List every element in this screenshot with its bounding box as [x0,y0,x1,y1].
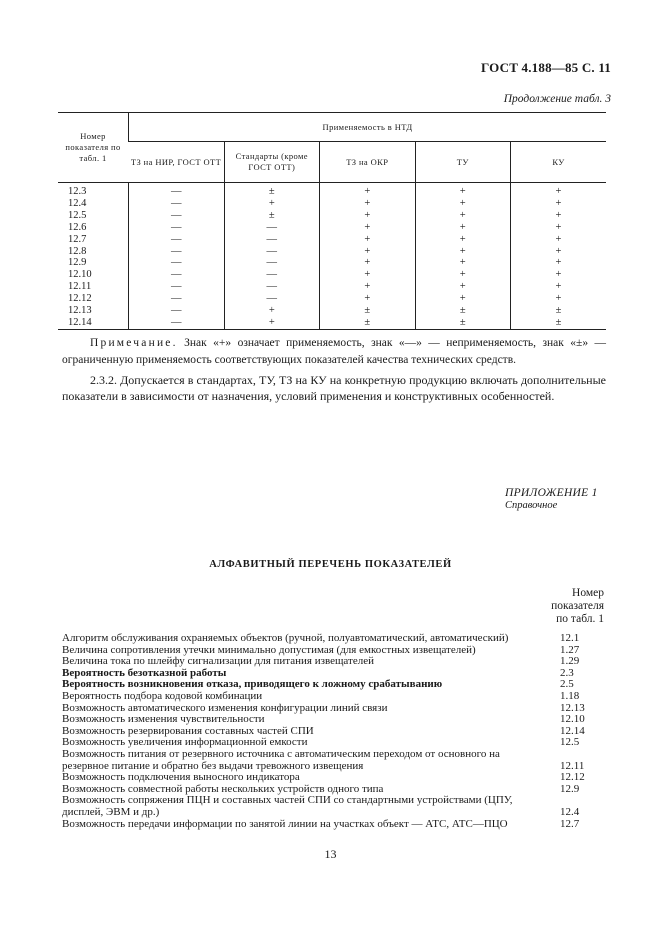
applicability-cell: ± [224,210,319,222]
applicability-cell: — [224,293,319,305]
table-row [58,222,606,234]
applicability-cell: — [224,281,319,293]
applicability-cell: — [129,210,224,222]
applicability-table [58,112,606,330]
list-item-number: 12.10 [560,713,585,726]
applicability-cell: + [415,234,510,246]
applicability-cell: + [511,246,607,258]
list-item-number: 12.12 [560,771,585,784]
applicability-cell: — [129,305,224,317]
applicability-cell: + [320,246,415,258]
sub-header: ТЗ на ОКР [320,142,415,183]
note-label: Примечание. [90,337,178,349]
list-item [62,795,606,818]
applicability-cell: + [415,246,510,258]
table-row [58,269,606,281]
table-row [58,317,606,329]
applicability-cell: + [415,257,510,269]
applicability-cell: — [224,246,319,258]
table-row [58,210,606,222]
applicability-cell: + [415,293,510,305]
sub-header: ТЗ на НИР, ГОСТ ОТТ [130,156,222,167]
table-body [58,183,606,330]
list-item-text: Вероятность возникновения отказа, приводящего к ложному срабатыванию [62,678,443,691]
applicability-cell: + [511,281,607,293]
row-index-cell: 12.11 [68,281,92,293]
applicability-cell: — [224,269,319,281]
applicability-cell: — [224,257,319,269]
list-item-number: 12.14 [560,724,585,737]
list-item-number: 12.4 [560,805,580,818]
applicability-cell: + [415,281,510,293]
applicability-cell: + [320,269,415,281]
list-item-number: 2.5 [560,678,574,691]
applicability-cell: — [129,293,224,305]
list-item-number: 12.1 [560,632,580,644]
applicability-cell: + [511,198,607,210]
note-text: Знак «+» означает применяемость, знак «—» — неприменяемость, знак «±» — ограниченную применяемость соответствующих показателей качества технических средств. [62,337,607,366]
list-item-number: 12.11 [560,759,585,772]
sub-header: КУ [511,142,607,183]
list-title: АЛФАВИТНЫЙ ПЕРЕЧЕНЬ ПОКАЗАТЕЛЕЙ [209,559,452,570]
applicability-cell: + [320,293,415,305]
sub-header: Стандарты (кроме ГОСТ ОТТ) [224,142,319,183]
list-item [62,691,606,703]
applicability-cell: ± [320,317,415,329]
list-item-text: Алгоритм обслуживания охраняемых объектов (ручной, полуавтоматический, автоматический) [62,632,509,644]
applicability-cell: + [320,183,415,198]
table-row [58,198,606,210]
list-item-number: 12.7 [560,817,580,830]
applicability-cell: — [129,198,224,210]
list-item-text: Вероятность подбора кодовой комбинации [62,689,263,702]
appendix-subtitle: Справочное [505,500,558,511]
list-item-number: 1.29 [560,655,580,668]
list-item-text: Возможность автоматического изменения конфигурации линий связи [62,701,388,714]
row-index-cell: 12.13 [68,305,92,317]
group-header: Применяемость в НТД [129,113,606,142]
applicability-cell: + [224,198,319,210]
applicability-cell: ± [320,305,415,317]
row-index-cell: 12.4 [68,197,87,209]
list-item-text: Вероятность безотказной работы [62,666,227,679]
applicability-cell: + [320,210,415,222]
applicability-cell: — [224,234,319,246]
applicability-cell: + [224,305,319,317]
index-list [62,633,606,830]
applicability-cell: — [129,257,224,269]
applicability-cell: — [129,183,224,198]
applicability-cell: ± [415,317,510,329]
applicability-cell: + [511,234,607,246]
applicability-cell: + [415,222,510,234]
appendix-title: ПРИЛОЖЕНИЕ 1 [505,487,598,499]
applicability-cell: — [129,317,224,329]
list-item-text: Величина сопротивления утечки минимально допустимая (для емкостных извещателей) [62,643,476,656]
applicability-cell: ± [415,305,510,317]
applicability-cell: — [129,269,224,281]
standard-header: ГОСТ 4.188—85 С. 11 [481,60,611,75]
table-row [58,183,606,198]
list-item-number: 12.5 [560,736,580,749]
list-item-text: Возможность резервирования составных частей СПИ [62,724,314,737]
applicability-cell: — [224,222,319,234]
row-index-cell: 12.5 [68,209,87,221]
list-item [62,819,606,831]
applicability-cell: + [511,210,607,222]
applicability-cell: + [224,317,319,329]
applicability-cell: + [320,234,415,246]
applicability-cell: + [511,293,607,305]
row-index-cell: 12.9 [68,257,87,269]
applicability-cell: + [415,210,510,222]
applicability-cell: + [511,257,607,269]
list-item [62,633,606,645]
table-row [58,305,606,317]
list-item [62,749,606,772]
table-row [58,246,606,258]
row-index-cell: 12.3 [68,186,87,197]
list-item [62,714,606,726]
table-row [58,293,606,305]
applicability-cell: — [129,222,224,234]
row-index-cell: 12.12 [68,293,92,305]
index-column-header: Номер показателя по табл. 1 [65,131,121,163]
applicability-cell: — [129,281,224,293]
row-index-cell: 12.14 [68,316,92,328]
applicability-cell: ± [511,317,607,329]
list-item-number: 12.13 [560,701,585,714]
list-item-number: 12.9 [560,782,580,795]
applicability-cell: + [415,198,510,210]
applicability-cell: — [129,246,224,258]
applicability-cell: — [129,234,224,246]
row-index-cell: 12.10 [68,269,92,281]
row-index-cell: 12.8 [68,245,87,257]
list-item-text: Возможность сопряжения ПЦН и составных частей СПИ со стандартными устройствами (ЦПУ, дисплей, ЭВМ и др.) [62,794,513,818]
list-item-number: 1.18 [560,689,580,702]
applicability-cell: + [320,222,415,234]
table-row [58,257,606,269]
applicability-cell: + [511,183,607,198]
table-row [58,234,606,246]
row-index-cell: 12.6 [68,221,87,233]
applicability-cell: + [415,269,510,281]
list-item-text: Возможность совместной работы нескольких устройств одного типа [62,782,384,795]
list-column-header: Номер показателя по табл. 1 [551,587,604,625]
list-item-number: 1.27 [560,643,580,656]
applicability-cell: + [511,269,607,281]
table-note [62,335,606,369]
sub-header: ТУ [415,142,510,183]
list-item-text: Возможность увеличения информационной емкости [62,736,308,749]
applicability-cell: + [320,198,415,210]
list-item [62,772,606,784]
list-item-text: Возможность подключения выносного индикатора [62,771,300,784]
clause-2-3-2: 2.3.2. Допускается в стандартах, ТУ, ТЗ на КУ на конкретную продукцию включать дополнительные показатели в зависимости от назначения, условий применения и конструктивных особенностей. [62,373,606,403]
list-item-text: Возможность питания от резервного источника с автоматическим переходом от основного на резервное питание и обратно без выдачи тревожного извещения [62,747,500,772]
row-index-cell: 12.7 [68,233,87,245]
list-item-text: Возможность изменения чувствительности [62,713,265,726]
page-number: 13 [324,847,337,861]
applicability-cell: + [320,281,415,293]
list-item-number: 2.3 [560,666,574,679]
table-row [58,281,606,293]
applicability-cell: + [415,183,510,198]
table-continuation-label: Продолжение табл. 3 [503,93,611,105]
applicability-cell: + [511,222,607,234]
applicability-cell: ± [224,183,319,198]
list-item-text: Величина тока по шлейфу сигнализации для питания извещателей [62,655,374,668]
applicability-cell: + [320,257,415,269]
applicability-cell: ± [511,305,607,317]
list-item-text: Возможность передачи информации по занятой линии на участках объект — АТС, АТС—ПЦО [62,817,508,830]
